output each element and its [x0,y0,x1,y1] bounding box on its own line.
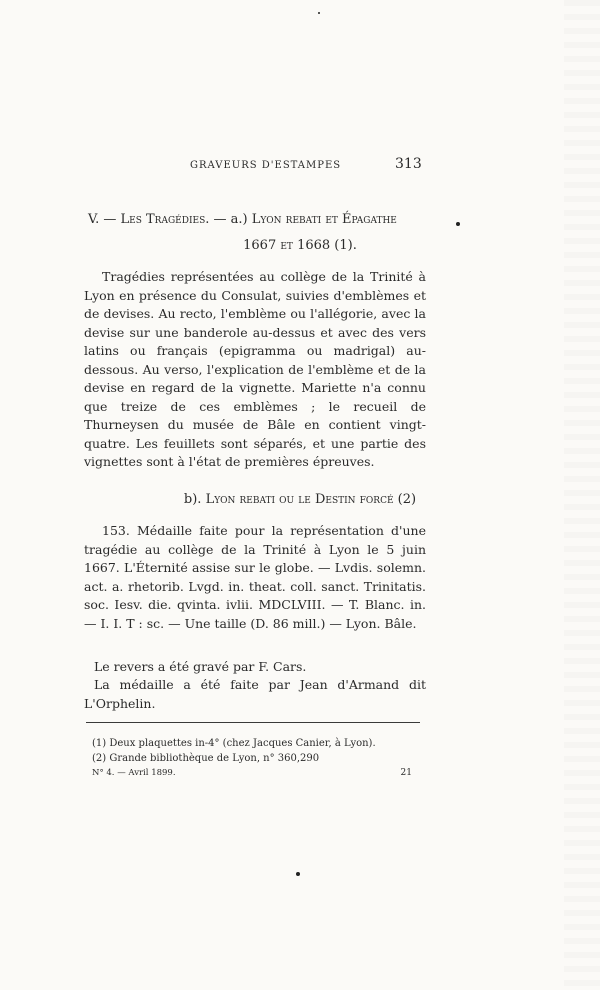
section-a-heading [88,212,448,227]
section-b-title: Lyon rebati ou le Destin forcé [205,492,394,507]
footnote-2: (2) Grande bibliothèque de Lyon, n° 360,290 [92,753,320,764]
ink-speck [456,222,460,226]
footnote-1: (1) Deux plaquettes in-4° (chez Jacques Canier, à Lyon). [92,738,376,749]
bottom-line [92,768,422,782]
section-b-prefix: b). [183,492,206,507]
ink-speck [296,872,300,876]
section-a-prefix: V. — [88,212,121,227]
section-a-years [0,238,600,253]
years-start: 1667 [243,238,281,253]
section-a-title: Les Tragédies [120,212,206,227]
paragraph-tragedies: Tragédies représentées au collège de la Trinité à Lyon en présence du Consulat, suivies d'emblèmes et de devises. Au recto, l'emblème ou l'allégorie, avec la devise sur une banderole au-dessus et avec des vers latins ou français (epigramma ou madrigal) au-dessous. Au verso, l'explication de l'emblème et de la devise en regard de la vignette. Mariette n'a connu que treize de ces emblèmes ; le recueil de Thurneysen du musée de Bâle en contient vingt-quatre. Les feuillets sont séparés, et une partie des vignettes sont à l'état de premières épreuves. [84,269,426,469]
running-head [0,156,600,180]
years-et: et [280,238,293,253]
paragraph-revers: Le revers a été gravé par F. Cars. [94,659,307,674]
section-b-heading [0,492,600,507]
issue-info: N° 4. — Avril 1899. [92,768,176,778]
ink-speck [318,12,320,14]
page-number: 313 [395,156,422,172]
section-b-suffix: (2) [393,492,417,507]
paragraph-medal-author: La médaille a été faite par Jean d'Armand dit L'Orphelin. [84,677,426,711]
years-end: 1668 (1). [292,238,357,253]
signature-mark: 21 [400,768,412,778]
paragraph-medal-153: 153. Médaille faite pour la représentation d'une tragédie au collège de la Trinité à Lyon le 5 juin 1667. L'Éternité assise sur le globe. — Lvdis. solemn. act. a. rhetorib. Lvgd. in. theat. coll. sanct. Trinitatis. soc. Iesv. die. qvinta. ivlii. MDCLVIII. — T. Blanc. in. — I. I. T : sc. — Une taille (D. 86 mill.) — Lyon. Bâle. [84,523,426,631]
footnote-rule [86,722,420,723]
footnotes [92,736,422,766]
section-a-dash: . — a.) [205,212,252,227]
running-title: GRAVEURS D'ESTAMPES [190,160,342,171]
section-a-subtitle: Lyon rebati et Épagathe [251,212,397,227]
